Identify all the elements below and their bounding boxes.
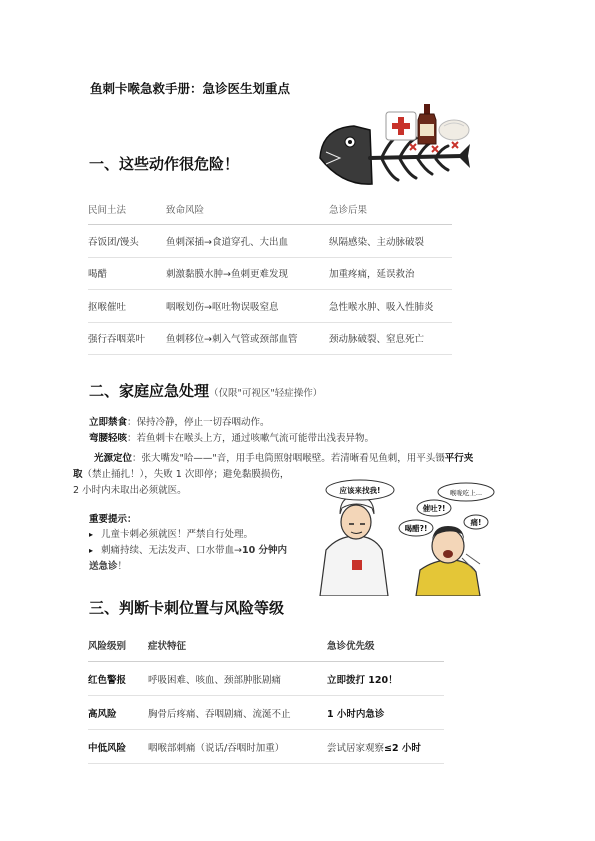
step-text: ：保持冷静，停止一切吞咽动作。 bbox=[127, 417, 270, 428]
header-priority: 急诊优先级 bbox=[327, 628, 444, 662]
bullet-icon: ▸ bbox=[89, 546, 94, 555]
bubble-text: 应该来找我! bbox=[339, 486, 381, 495]
table-row bbox=[88, 257, 452, 290]
tip-text: 儿童卡刺必须就医！严禁自行处理。 bbox=[101, 529, 254, 540]
cell-risk: 鱼刺深插→食道穿孔、大出血 bbox=[166, 225, 329, 258]
table-row bbox=[88, 290, 452, 323]
doctor-patient-illustration bbox=[316, 478, 496, 596]
risk-level-table bbox=[88, 628, 444, 764]
step-cough bbox=[89, 431, 374, 447]
cell-method: 强行吞咽菜叶 bbox=[88, 322, 166, 355]
table-header-row bbox=[88, 628, 444, 662]
cell-symptom: 胸骨后疼痛、吞咽剧痛、流涎不止 bbox=[148, 696, 327, 730]
step-light-cont bbox=[73, 467, 289, 483]
bubble-text: 催吐?! bbox=[422, 504, 446, 513]
header-folk-method: 民间土法 bbox=[88, 194, 166, 225]
step-light-cont2: 2 小时内未取出必须就医。 bbox=[73, 485, 187, 496]
header-er-consequence: 急诊后果 bbox=[329, 194, 452, 225]
cell-risk: 鱼刺移位→刺入气管或颈部血管 bbox=[166, 322, 329, 355]
step-text: （禁止捅扎！），失败 1 次即停；避免黏膜损伤， bbox=[82, 469, 290, 480]
header-fatal-risk: 致命风险 bbox=[166, 194, 329, 225]
step-light bbox=[94, 451, 473, 467]
step-fasting bbox=[89, 415, 270, 431]
cell-risk: 咽喉划伤→呕吐物误吸窒息 bbox=[166, 290, 329, 323]
table-header-row bbox=[88, 194, 452, 225]
section-2-note: （仅限"可视区"轻症操作） bbox=[209, 388, 323, 399]
step-label: 立即禁食 bbox=[89, 417, 128, 428]
step-label: 光源定位 bbox=[94, 453, 133, 464]
dangerous-actions-table bbox=[88, 194, 452, 355]
cell-level: 高风险 bbox=[88, 696, 148, 730]
tip-text: 刺痛持续、无法发声、口水带血→ bbox=[101, 545, 242, 556]
step-label: 弯腰轻咳 bbox=[89, 433, 128, 444]
cell-consequence: 急性喉水肿、吸入性肺炎 bbox=[329, 290, 452, 323]
cell-method: 喝醋 bbox=[88, 257, 166, 290]
table-row bbox=[88, 662, 444, 696]
step-text: ：张大嘴发"哈——"音，用手电筒照射咽喉壁。若清晰看见鱼刺，用平头镊 bbox=[132, 453, 445, 464]
bullet-icon: ▸ bbox=[89, 530, 94, 539]
tip-item-cont bbox=[89, 559, 127, 575]
tips-label: 重要提示 bbox=[89, 514, 128, 525]
step-emphasis: 平行夹 bbox=[444, 453, 474, 464]
cell-level: 红色警报 bbox=[88, 662, 148, 696]
cell-symptom: 咽喉部刺痛（说话/吞咽时加重） bbox=[148, 730, 327, 764]
cell-method: 抠喉催吐 bbox=[88, 290, 166, 323]
table-row bbox=[88, 696, 444, 730]
cell-priority: 立即拨打 120！ bbox=[327, 662, 444, 696]
header-risk-level: 风险级别 bbox=[88, 628, 148, 662]
cell-method: 吞饭团/馒头 bbox=[88, 225, 166, 258]
tip-item bbox=[89, 527, 253, 543]
cell-risk: 刺激黏膜水肿→鱼刺更难发现 bbox=[166, 257, 329, 290]
document-title: 鱼刺卡喉急救手册：急诊医生划重点 bbox=[90, 81, 291, 96]
tip-emphasis: 送急诊 bbox=[89, 561, 118, 572]
priority-text: 尝试居家观察 bbox=[327, 742, 385, 754]
cell-priority bbox=[327, 730, 444, 764]
header-symptoms: 症状特征 bbox=[148, 628, 327, 662]
tips-heading bbox=[89, 512, 137, 528]
tips-colon: ： bbox=[127, 514, 137, 525]
cell-consequence: 加重疼痛，延误救治 bbox=[329, 257, 452, 290]
tip-emphasis: 10 分钟内 bbox=[241, 545, 288, 556]
table-row bbox=[88, 225, 452, 258]
cell-level: 中低风险 bbox=[88, 730, 148, 764]
section-3-heading: 三、判断卡刺位置与风险等级 bbox=[89, 599, 285, 617]
tip-text: ！ bbox=[117, 561, 128, 572]
section-2-title: 二、家庭应急处理 bbox=[89, 382, 210, 400]
bubble-text: 痛! bbox=[470, 518, 482, 527]
table-row bbox=[88, 322, 452, 355]
section-2-heading bbox=[89, 380, 322, 401]
tip-item bbox=[89, 543, 287, 559]
step-text: ：若鱼刺卡在喉头上方，通过咳嗽气流可能带出浅表异物。 bbox=[127, 433, 375, 444]
bubble-text: 喉咙吃上... bbox=[449, 489, 483, 497]
cell-consequence: 纵隔感染、主动脉破裂 bbox=[329, 225, 452, 258]
cell-consequence: 颈动脉破裂、窒息死亡 bbox=[329, 322, 452, 355]
fishbone-illustration bbox=[312, 100, 472, 195]
cell-priority: 1 小时内急诊 bbox=[327, 696, 444, 730]
section-1-heading: 一、这些动作很危险！ bbox=[89, 155, 240, 173]
priority-emphasis: ≤2 小时 bbox=[384, 742, 421, 754]
step-emphasis: 取 bbox=[73, 469, 83, 480]
table-row bbox=[88, 730, 444, 764]
bubble-text: 喝醋?! bbox=[404, 524, 428, 533]
cell-symptom: 呼吸困难、咳血、颈部肿胀剧痛 bbox=[148, 662, 327, 696]
